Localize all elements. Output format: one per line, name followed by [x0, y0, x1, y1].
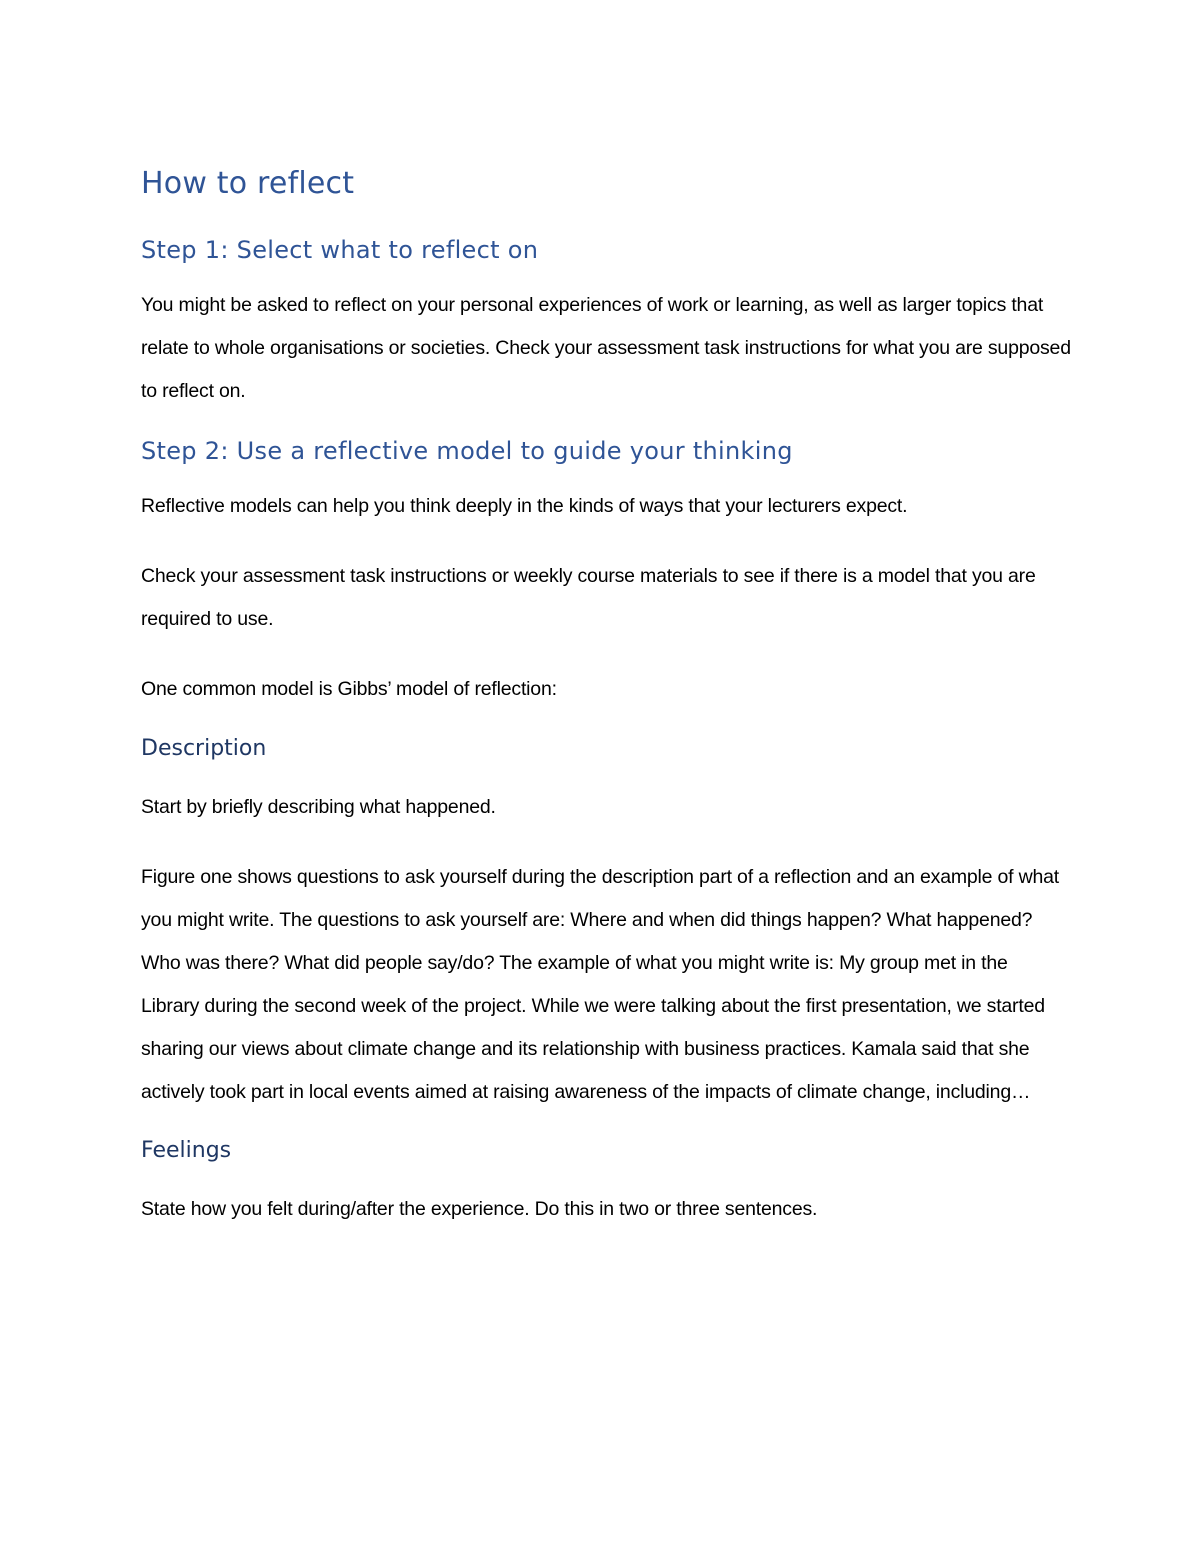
description-paragraph-2: Figure one shows questions to ask yourself during the description part of a reflection and an example of what you might write. The questions to ask yourself are: Where and when did things happen? What happened? Who was there? What did people say/do? The example of what you might write is: My group met in the Library during the second week of the project. While we were talking about the first presentation, we started sharing our views about climate change and its relationship with business practices. Kamala said that she actively took part in local events aimed at raising awareness of the impacts of climate change, including…: [141, 866, 1059, 1103]
step2-paragraph-1: Reflective models can help you think deeply in the kinds of ways that your lecturers expect.: [141, 495, 908, 517]
description-paragraph-1: Start by briefly describing what happened.: [141, 796, 496, 818]
step2-paragraph-3: One common model is Gibbs’ model of reflection:: [141, 678, 557, 700]
step2-heading: Step 2: Use a reflective model to guide your thinking: [141, 437, 793, 465]
page-title: How to reflect: [141, 166, 355, 201]
feelings-heading: Feelings: [141, 1138, 232, 1163]
description-heading: Description: [141, 736, 267, 761]
step1-paragraph: You might be asked to reflect on your personal experiences of work or learning, as well as larger topics that relate to whole organisations or societies. Check your assessment task instructions for what you are supposed to reflect on.: [141, 294, 1071, 402]
step2-paragraph-2: Check your assessment task instructions or weekly course materials to see if there is a model that you are required to use.: [141, 565, 1036, 630]
document-body: [141, 160, 1071, 1231]
step1-heading: Step 1: Select what to reflect on: [141, 236, 539, 264]
feelings-paragraph-1: State how you felt during/after the experience. Do this in two or three sentences.: [141, 1198, 818, 1220]
